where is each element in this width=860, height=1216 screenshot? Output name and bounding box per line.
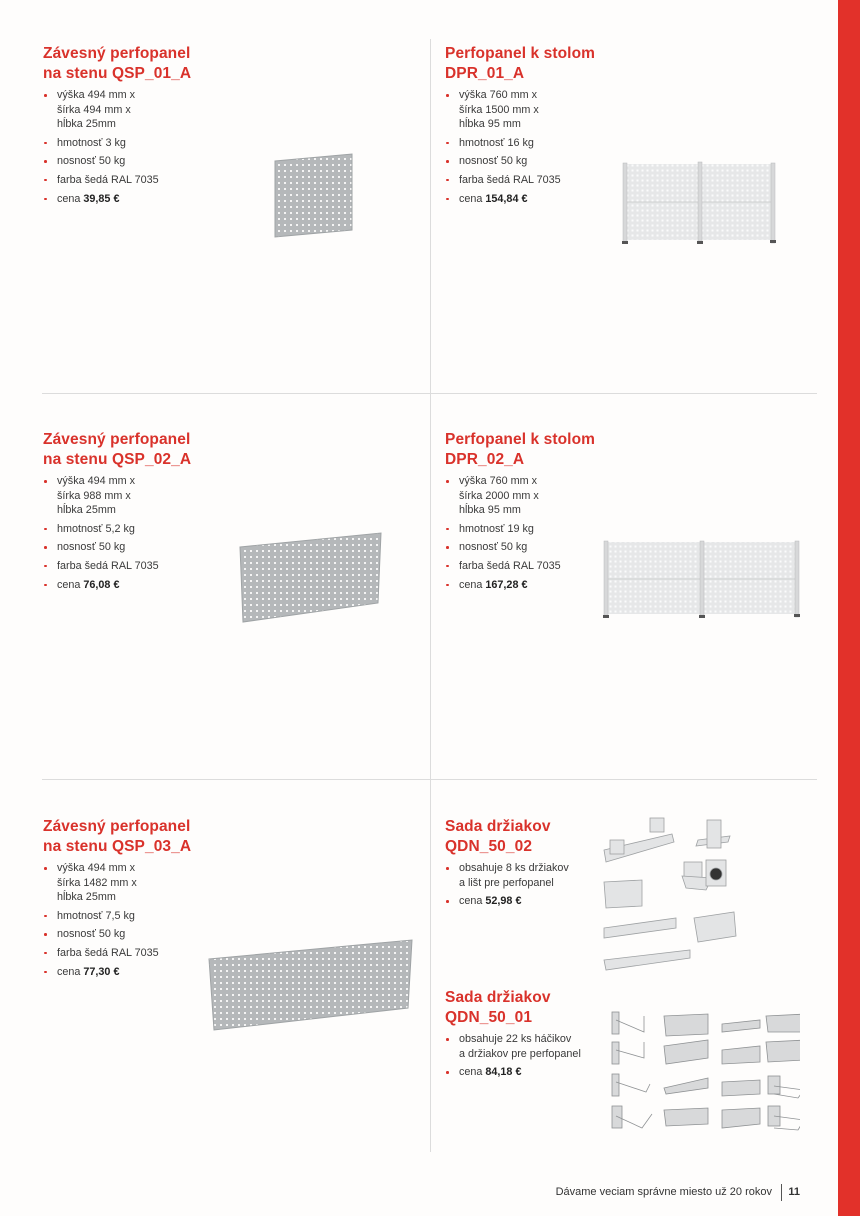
- spec-weight: hmotnosť 19 kg: [445, 522, 605, 537]
- spec-dimensions: výška 494 mm x šírka 988 mm x hĺbka 25mm: [43, 474, 203, 518]
- price-value: 77,30 €: [83, 965, 120, 978]
- spec-price: cena 77,30 €: [43, 965, 203, 980]
- holder-set-image: [602, 812, 778, 972]
- product-title: Závesný perfopanel na stenu QSP_03_A: [43, 818, 192, 855]
- product-qdn-50-02: [445, 817, 605, 913]
- product-title: Sada držiakov QDN_50_01: [445, 989, 551, 1026]
- spec-list: [43, 474, 203, 592]
- spec-price: cena 39,85 €: [43, 192, 203, 207]
- product-qsp-02-a: [43, 430, 203, 596]
- spec-dimensions: výška 760 mm x šírka 1500 mm x hĺbka 95 mm: [445, 88, 605, 132]
- spec-color: farba šedá RAL 7035: [445, 173, 605, 188]
- price-value: 154,84 €: [485, 192, 528, 205]
- price-value: 76,08 €: [83, 578, 120, 591]
- spec-capacity: nosnosť 50 kg: [445, 154, 605, 169]
- product-title: Perfopanel k stolom DPR_01_A: [445, 45, 596, 82]
- product-dpr-01-a: [445, 44, 605, 210]
- spec-color: farba šedá RAL 7035: [43, 559, 203, 574]
- spec-color: farba šedá RAL 7035: [445, 559, 605, 574]
- price-value: 167,28 €: [485, 578, 528, 591]
- spec-price: cena 167,28 €: [445, 578, 605, 593]
- row-divider: [42, 779, 817, 780]
- wall-pegboard-square-image: [270, 150, 358, 240]
- hook-set-image: [608, 1010, 800, 1136]
- price-value: 52,98 €: [485, 895, 522, 908]
- spec-weight: hmotnosť 7,5 kg: [43, 909, 203, 924]
- product-qdn-50-01: [445, 988, 605, 1084]
- spec-dimensions: výška 494 mm x šírka 1482 mm x hĺbka 25mm: [43, 861, 203, 905]
- spec-contents: obsahuje 8 ks držiakov a lišt pre perfopanel: [445, 861, 605, 890]
- product-qsp-03-a: [43, 817, 203, 983]
- spec-list: [43, 861, 203, 979]
- footer-tagline: Dávame veciam správne miesto už 20 rokov: [555, 1186, 772, 1198]
- price-value: 39,85 €: [83, 192, 120, 205]
- spec-price: cena 154,84 €: [445, 192, 605, 207]
- product-title: Perfopanel k stolom DPR_02_A: [445, 431, 596, 468]
- spec-price: cena 84,18 €: [445, 1065, 605, 1080]
- footer-separator: [781, 1184, 782, 1201]
- spec-list: [445, 474, 605, 592]
- spec-contents: obsahuje 22 ks háčikov a držiakov pre perfopanel: [445, 1032, 605, 1061]
- product-title: Sada držiakov QDN_50_02: [445, 818, 551, 855]
- spec-weight: hmotnosť 3 kg: [43, 136, 203, 151]
- spec-dimensions: výška 494 mm x šírka 494 mm x hĺbka 25mm: [43, 88, 203, 132]
- spec-price: cena 76,08 €: [43, 578, 203, 593]
- spec-color: farba šedá RAL 7035: [43, 946, 203, 961]
- product-title: Závesný perfopanel na stenu QSP_01_A: [43, 45, 192, 82]
- price-value: 84,18 €: [485, 1066, 522, 1079]
- spec-capacity: nosnosť 50 kg: [43, 927, 203, 942]
- spec-capacity: nosnosť 50 kg: [43, 540, 203, 555]
- product-dpr-02-a: [445, 430, 605, 596]
- spec-list: [43, 88, 203, 206]
- table-pegboard-wide-image: [603, 539, 801, 621]
- spec-list: [445, 1032, 605, 1080]
- spec-list: [445, 861, 605, 909]
- row-divider: [42, 393, 817, 394]
- spec-dimensions: výška 760 mm x šírka 2000 mm x hĺbka 95 mm: [445, 474, 605, 518]
- product-qsp-01-a: [43, 44, 203, 210]
- wall-pegboard-triple-image: [206, 938, 416, 1033]
- wall-pegboard-double-image: [236, 530, 386, 626]
- spec-price: cena 52,98 €: [445, 894, 605, 909]
- spec-list: [445, 88, 605, 206]
- spec-capacity: nosnosť 50 kg: [445, 540, 605, 555]
- product-title: Závesný perfopanel na stenu QSP_02_A: [43, 431, 192, 468]
- page-number: 11: [788, 1186, 800, 1198]
- column-divider: [430, 39, 431, 1152]
- red-side-bar: [838, 0, 860, 1216]
- spec-color: farba šedá RAL 7035: [43, 173, 203, 188]
- spec-weight: hmotnosť 5,2 kg: [43, 522, 203, 537]
- page-footer: [555, 1184, 820, 1200]
- spec-capacity: nosnosť 50 kg: [43, 154, 203, 169]
- table-pegboard-image: [620, 158, 780, 250]
- spec-weight: hmotnosť 16 kg: [445, 136, 605, 151]
